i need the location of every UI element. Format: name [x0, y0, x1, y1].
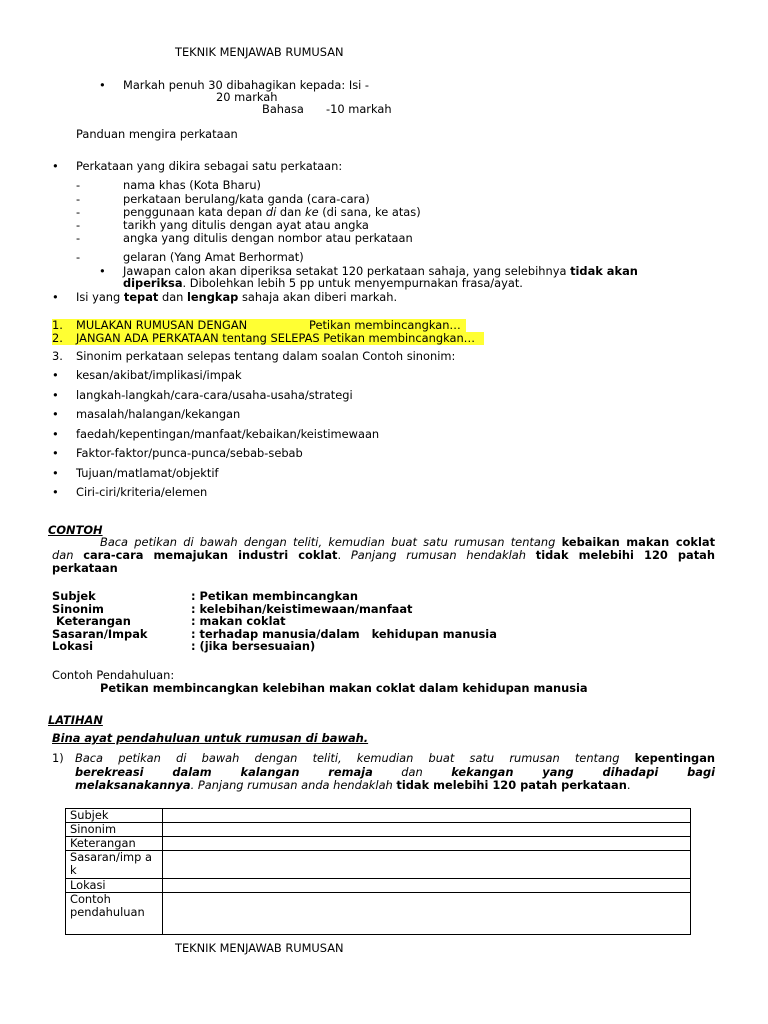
contoh-field-label: Lokasi: [52, 639, 94, 653]
number-label: 1.: [52, 318, 63, 332]
sinonim-item: kesan/akibat/implikasi/impak: [76, 368, 242, 382]
dash-icon: -: [76, 205, 81, 219]
isi-text: Isi yang tepat dan lengkap sahaja akan diberi markah.: [76, 290, 398, 304]
answer-cell-subjek[interactable]: [163, 809, 691, 823]
numbered-item-1: MULAKAN RUMUSAN DENGAN: [76, 318, 248, 332]
markah-bahasa-label: Bahasa: [262, 102, 304, 116]
dash-icon: -: [76, 192, 81, 206]
contoh-field-label: Keterangan: [52, 614, 131, 628]
bullet-icon: •: [52, 368, 59, 382]
contoh-field-value: : kelebihan/keistimewaan/manfaat: [191, 602, 413, 616]
perkataan-item: perkataan berulang/kata ganda (cara-cara): [123, 192, 370, 206]
latihan-answer-table: [65, 808, 691, 935]
contoh-field-value: : (jika bersesuaian): [191, 639, 316, 653]
dash-icon: -: [76, 231, 81, 245]
number-label: 3.: [52, 349, 63, 363]
contoh-paragraph-line-2: dan cara-cara memajukan industri coklat. Panjang rumusan hendaklah tidak melebihi 120 patah: [52, 548, 715, 562]
answer-cell-contoh-pendahuluan[interactable]: [163, 893, 691, 935]
bullet-icon: •: [99, 78, 106, 92]
markah-line-2: 20 markah: [216, 90, 278, 104]
perkataan-item: tarikh yang ditulis dengan ayat atau angka: [123, 218, 369, 232]
bullet-icon: •: [52, 159, 59, 173]
jawapan-line-2: diperiksa. Dibolehkan lebih 5 pp untuk menyempurnakan frasa/ayat.: [123, 276, 523, 290]
perkataan-item: angka yang ditulis dengan nombor atau perkataan: [123, 231, 413, 245]
question-number: 1): [52, 751, 64, 765]
table-row: [66, 823, 691, 837]
number-label: 2.: [52, 331, 63, 345]
bullet-icon: •: [99, 264, 106, 278]
contoh-paragraph-line-3: perkataan: [52, 561, 118, 575]
table-row: [66, 893, 691, 935]
sinonim-item: masalah/halangan/kekangan: [76, 407, 241, 421]
table-row: [66, 879, 691, 893]
answer-cell-keterangan[interactable]: [163, 837, 691, 851]
row-label-keterangan: Keterangan: [66, 837, 163, 851]
answer-cell-lokasi[interactable]: [163, 879, 691, 893]
perkataan-item: nama khas (Kota Bharu): [123, 178, 261, 192]
sinonim-item: faedah/kepentingan/manfaat/kebaikan/keistimewaan: [76, 427, 380, 441]
contoh-field-value: : Petikan membincangkan: [191, 589, 358, 603]
perkataan-title: Perkataan yang dikira sebagai satu perkataan:: [76, 159, 343, 173]
contoh-field-value: : terhadap manusia/dalam kehidupan manusia: [191, 627, 497, 641]
footer-title: TEKNIK MENJAWAB RUMUSAN: [175, 941, 344, 955]
bullet-icon: •: [52, 388, 59, 402]
row-label-sasaran: Sasaran/imp ak: [66, 851, 163, 879]
bullet-icon: •: [52, 485, 59, 499]
perkataan-item: gelaran (Yang Amat Berhormat): [123, 250, 304, 264]
table-row: [66, 837, 691, 851]
perkataan-item: penggunaan kata depan di dan ke (di sana, ke atas): [123, 205, 421, 219]
contoh-paragraph-line-1: Baca petikan di bawah dengan teliti, kemudian buat satu rumusan tentang kebaikan makan coklat: [100, 535, 716, 549]
numbered-item-2: JANGAN ADA PERKATAAN tentang SELEPAS Petikan membincangkan…: [76, 331, 476, 345]
table-row: [66, 851, 691, 879]
question-line-1: Baca petikan di bawah dengan teliti, kemudian buat satu rumusan tentang kepentingan: [75, 751, 715, 765]
contoh-field-label: Sinonim: [52, 602, 104, 616]
sinonim-item: Ciri-ciri/kriteria/elemen: [76, 485, 208, 499]
bullet-icon: •: [52, 290, 59, 304]
bullet-icon: •: [52, 407, 59, 421]
table-row: [66, 809, 691, 823]
bullet-icon: •: [52, 427, 59, 441]
dash-icon: -: [76, 178, 81, 192]
contoh-field-value: : makan coklat: [191, 614, 286, 628]
answer-cell-sasaran[interactable]: [163, 851, 691, 879]
sinonim-item: Tujuan/matlamat/objektif: [76, 466, 219, 480]
jawapan-line-1: Jawapan calon akan diperiksa setakat 120 perkataan sahaja, yang selebihnya tidak akan: [123, 264, 638, 278]
highlight-row-2: [52, 332, 484, 345]
pendahuluan-text: Petikan membincangkan kelebihan makan coklat dalam kehidupan manusia: [100, 681, 588, 695]
row-label-subjek: Subjek: [66, 809, 163, 823]
answer-cell-sinonim[interactable]: [163, 823, 691, 837]
latihan-heading: LATIHAN: [48, 713, 103, 727]
markah-line-1: Markah penuh 30 dibahagikan kepada: Isi -: [123, 78, 370, 92]
row-label-contoh-pendahuluan: Contoh pendahuluan: [66, 893, 163, 935]
markah-bahasa-value: -10 markah: [326, 102, 392, 116]
row-label-sinonim: Sinonim: [66, 823, 163, 837]
dash-icon: -: [76, 250, 81, 264]
dash-icon: -: [76, 218, 81, 232]
panduan-title: Panduan mengira perkataan: [76, 127, 238, 141]
page-title: TEKNIK MENJAWAB RUMUSAN: [175, 45, 344, 59]
latihan-instruction: Bina ayat pendahuluan untuk rumusan di bawah.: [52, 731, 369, 745]
sinonim-item: langkah-langkah/cara-cara/usaha-usaha/strategi: [76, 388, 353, 402]
sinonim-item: Faktor-faktor/punca-punca/sebab-sebab: [76, 446, 303, 460]
contoh-field-label: Subjek: [52, 589, 96, 603]
bullet-icon: •: [52, 466, 59, 480]
contoh-field-label: Sasaran/Impak: [52, 627, 148, 641]
contoh-heading: CONTOH: [48, 523, 103, 537]
numbered-item-3: Sinonim perkataan selepas tentang dalam soalan Contoh sinonim:: [76, 349, 456, 363]
bullet-icon: •: [52, 446, 59, 460]
question-line-2: berekreasi dalam kalangan remaja dan kekangan yang dihadapi bagi: [75, 765, 716, 779]
row-label-lokasi: Lokasi: [66, 879, 163, 893]
question-line-3: melaksanakannya. Panjang rumusan anda hendaklah tidak melebihi 120 patah perkataan.: [75, 778, 631, 792]
pendahuluan-label: Contoh Pendahuluan:: [52, 668, 175, 682]
numbered-item-1-extra: Petikan membincangkan…: [309, 318, 461, 332]
